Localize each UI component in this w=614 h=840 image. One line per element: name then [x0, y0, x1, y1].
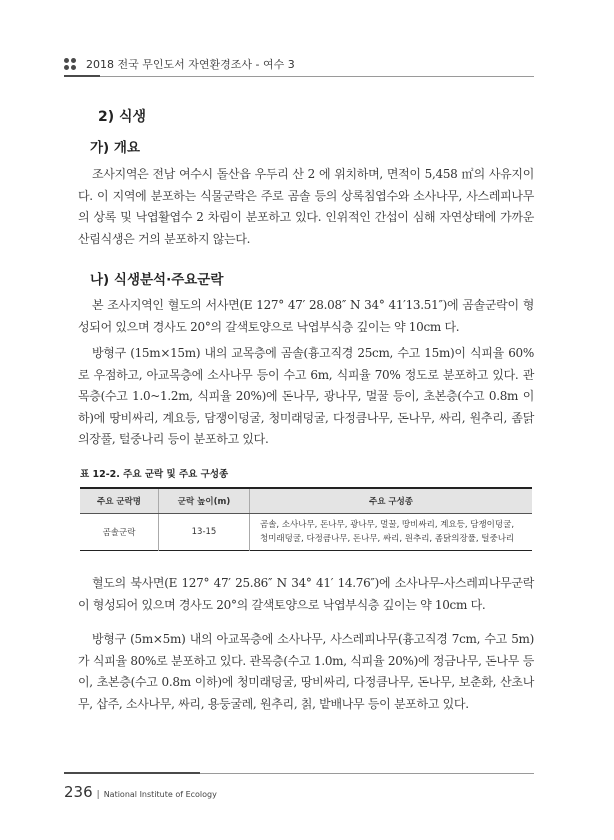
- footer-separator: |: [96, 790, 100, 800]
- page-number: 236: [64, 783, 93, 801]
- header-title: 2018 전국 무인도서 자연환경조사 - 여수 3: [86, 58, 295, 71]
- column-header-height: 군락 높이(m): [159, 488, 250, 514]
- species-line: 곰솔, 소사나무, 돈나무, 광나무, 멀꿀, 땅비싸리, 계요등, 담쟁이덩굴,: [260, 520, 515, 530]
- running-header: [64, 54, 534, 74]
- paragraph-text: 방형구 (5m×5m) 내의 아교목층에 소사나무, 사스레피나무(흉고직경 7cm, 수고 5m) 가 식피율 80%로 분포하고 있다. 관목층(수고 1.0m, 식피율 20%)에 정금나무, 돈나무 등이, 초본층(수고 0.8m 이하)에 청미래덩굴, 땅비싸리, 다정큼나무, 돈나무, 보춘화, 산초나무, 삽주, 소사나무, 싸리, 용둥굴레, 원추리, 칡, 밭배나무 등이 분포하고 있다.: [78, 632, 534, 711]
- page-footer: [64, 782, 217, 801]
- paragraph-quadrat-north: [78, 629, 534, 715]
- paragraph-text: 방형구 (15m×15m) 내의 교목층에 곰솔(흉고직경 25cm, 수고 15m)이 식피율 60% 로 우점하고, 아교목층에 소사나무 등이 수고 6m, 식피율 70% 정도로 분포하고 있다. 관목층(수고 1.0~1.2m, 식피율 20%)에 돈나무, 광나무, 멀꿀 등이, 초본층(수고 0.8m 이하)에 땅비싸리, 계요등, 담쟁이덩굴, 청미래덩굴, 다정큼나무, 돈나무, 싸리, 원추리, 좀닭의장풀, 털중나리 등이 분포하고 있다.: [78, 346, 534, 446]
- header-rule: [64, 76, 534, 77]
- paragraph-text: 조사지역은 전남 여수시 돌산읍 우두리 산 2 에 위치하며, 면적이 5,458 ㎡의 사유지이다. 이 지역에 분포하는 식물군락은 주로 곰솔 등의 상록침엽수와 소사나무, 사스레피나무의 상록 및 낙엽활엽수 2 차림이 분포하고 있다. 인위적인 간섭이 심해 자연상태에 가까운 산림식생은 거의 분포하지 않는다.: [78, 167, 534, 246]
- paragraph-overview: [78, 164, 534, 250]
- paragraph-site-west: [78, 295, 534, 338]
- dots-icon: [64, 58, 77, 71]
- paragraph-text: 본 조사지역인 혈도의 서사면(E 127° 47′ 28.08″ N 34° 41′13.51″)에 곰솔군락이 형성되어 있으며 경사도 20°의 갈색토양으로 낙엽부식층 깊이는 약 10cm 다.: [78, 298, 534, 334]
- paragraph-quadrat-west: [78, 343, 534, 451]
- community-table: [80, 487, 532, 551]
- subsection-heading-overview: 가) 개요: [90, 140, 140, 156]
- footer-rule-accent: [64, 772, 200, 774]
- column-header-community: 주요 군락명: [80, 488, 159, 514]
- cell-species: [250, 514, 533, 551]
- table-caption: 표 12-2. 주요 군락 및 주요 구성종: [80, 469, 229, 480]
- table-row: [80, 514, 532, 551]
- species-line: 청미래덩굴, 다정큼나무, 돈나무, 싸리, 원추리, 좀닭의장풀, 털중나리: [260, 534, 515, 544]
- header-rule-accent: [64, 75, 100, 77]
- subsection-heading-analysis: 나) 식생분석·주요군락: [90, 272, 224, 288]
- section-heading: 2) 식생: [98, 109, 147, 125]
- paragraph-site-north: [78, 573, 534, 616]
- table-header-row: [80, 488, 532, 514]
- cell-community: 곰솔군락: [102, 528, 136, 538]
- cell-height: 13-15: [159, 514, 250, 551]
- paragraph-text: 혈도의 북사면(E 127° 47′ 25.86″ N 34° 41′ 14.76″)에 소사나무-사스레피나무군락이 형성되어 있으며 경사도 20°의 갈색토양으로 낙엽부식층 깊이는 약 10cm 다.: [78, 576, 534, 612]
- column-header-species: 주요 구성종: [250, 488, 533, 514]
- institute-name: National Institute of Ecology: [103, 790, 217, 799]
